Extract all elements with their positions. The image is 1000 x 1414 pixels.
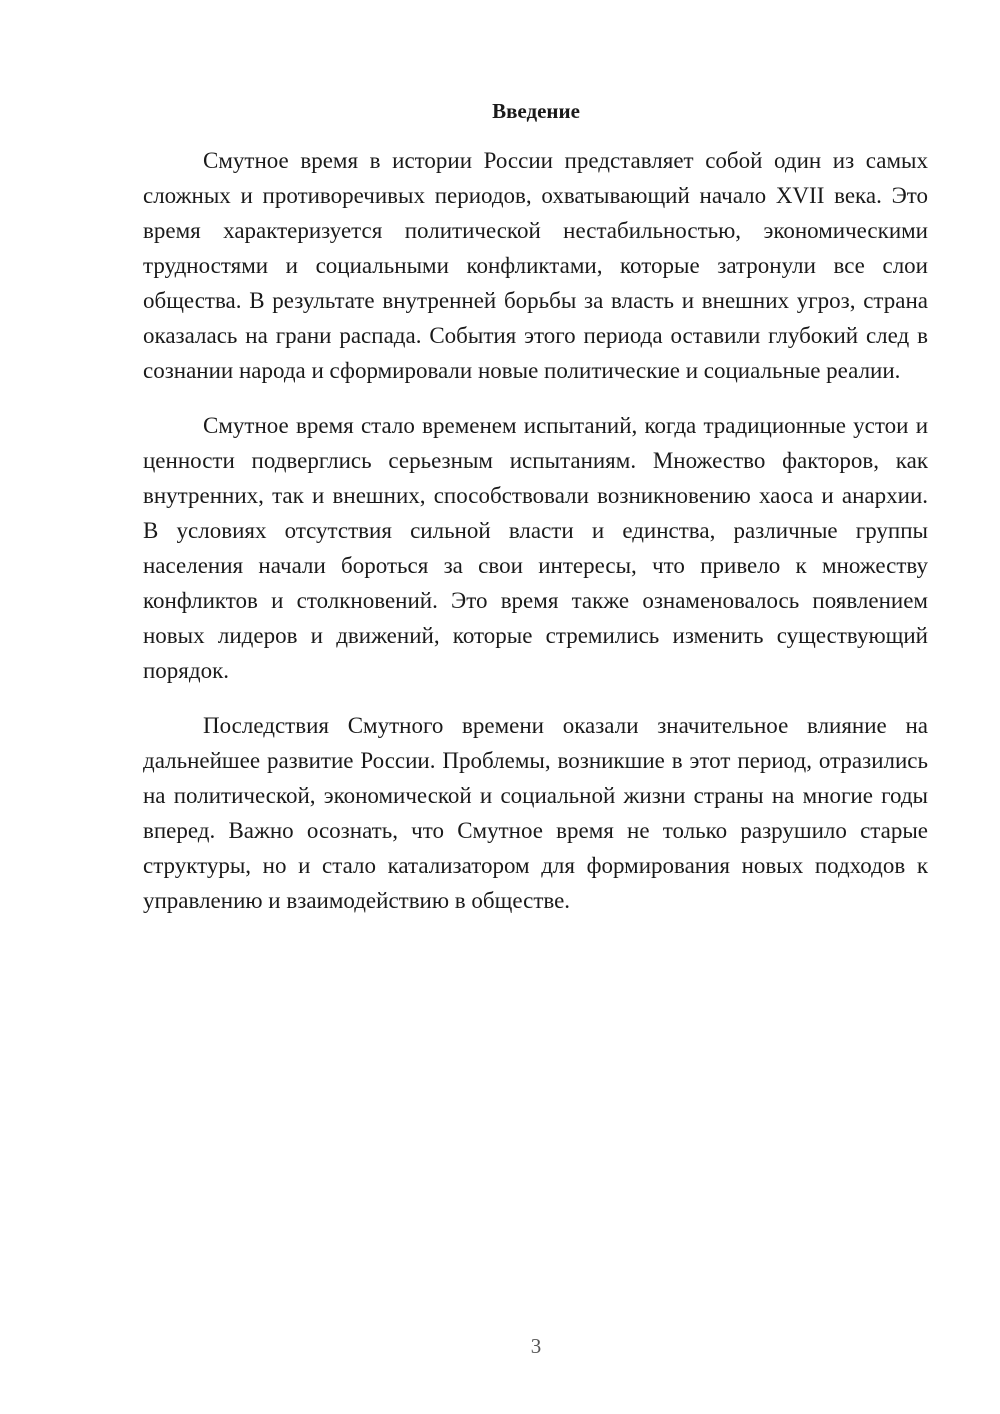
page-number: 3 — [530, 1334, 542, 1358]
section-heading: Введение — [492, 99, 580, 123]
body-text — [143, 143, 928, 938]
paragraph-3: Последствия Смутного времени оказали значительное влияние на дальнейшее развитие России. Проблемы, возникшие в этот период, отразились на политической, экономической и социальной жизни страны на многие годы вперед. Важно осознать, что Смутное время не только разрушило старые структуры, но и стало катализатором для формирования новых подходов к управлению и взаимодействию в обществе. — [143, 713, 928, 913]
paragraph-1: Смутное время в истории России представляет собой один из самых сложных и противоречивых периодов, охватывающий начало XVII века. Это время характеризуется политической нестабильностью, экономическими трудностями и социальными конфликтами, которые затронули все слои общества. В результате внутренней борьбы за власть и внешних угроз, страна оказалась на грани распада. События этого периода оставили глубокий след в сознании народа и сформировали новые политические и социальные реалии. — [143, 148, 928, 383]
paragraph-2: Смутное время стало временем испытаний, когда традиционные устои и ценности подверглись серьезным испытаниям. Множество факторов, как внутренних, так и внешних, способствовали возникновению хаоса и анархии. В условиях отсутствия сильной власти и единства, различные группы населения начали бороться за свои интересы, что привело к множеству конфликтов и столкновений. Это время также ознаменовалось появлением новых лидеров и движений, которые стремились изменить существующий порядок. — [143, 413, 928, 683]
